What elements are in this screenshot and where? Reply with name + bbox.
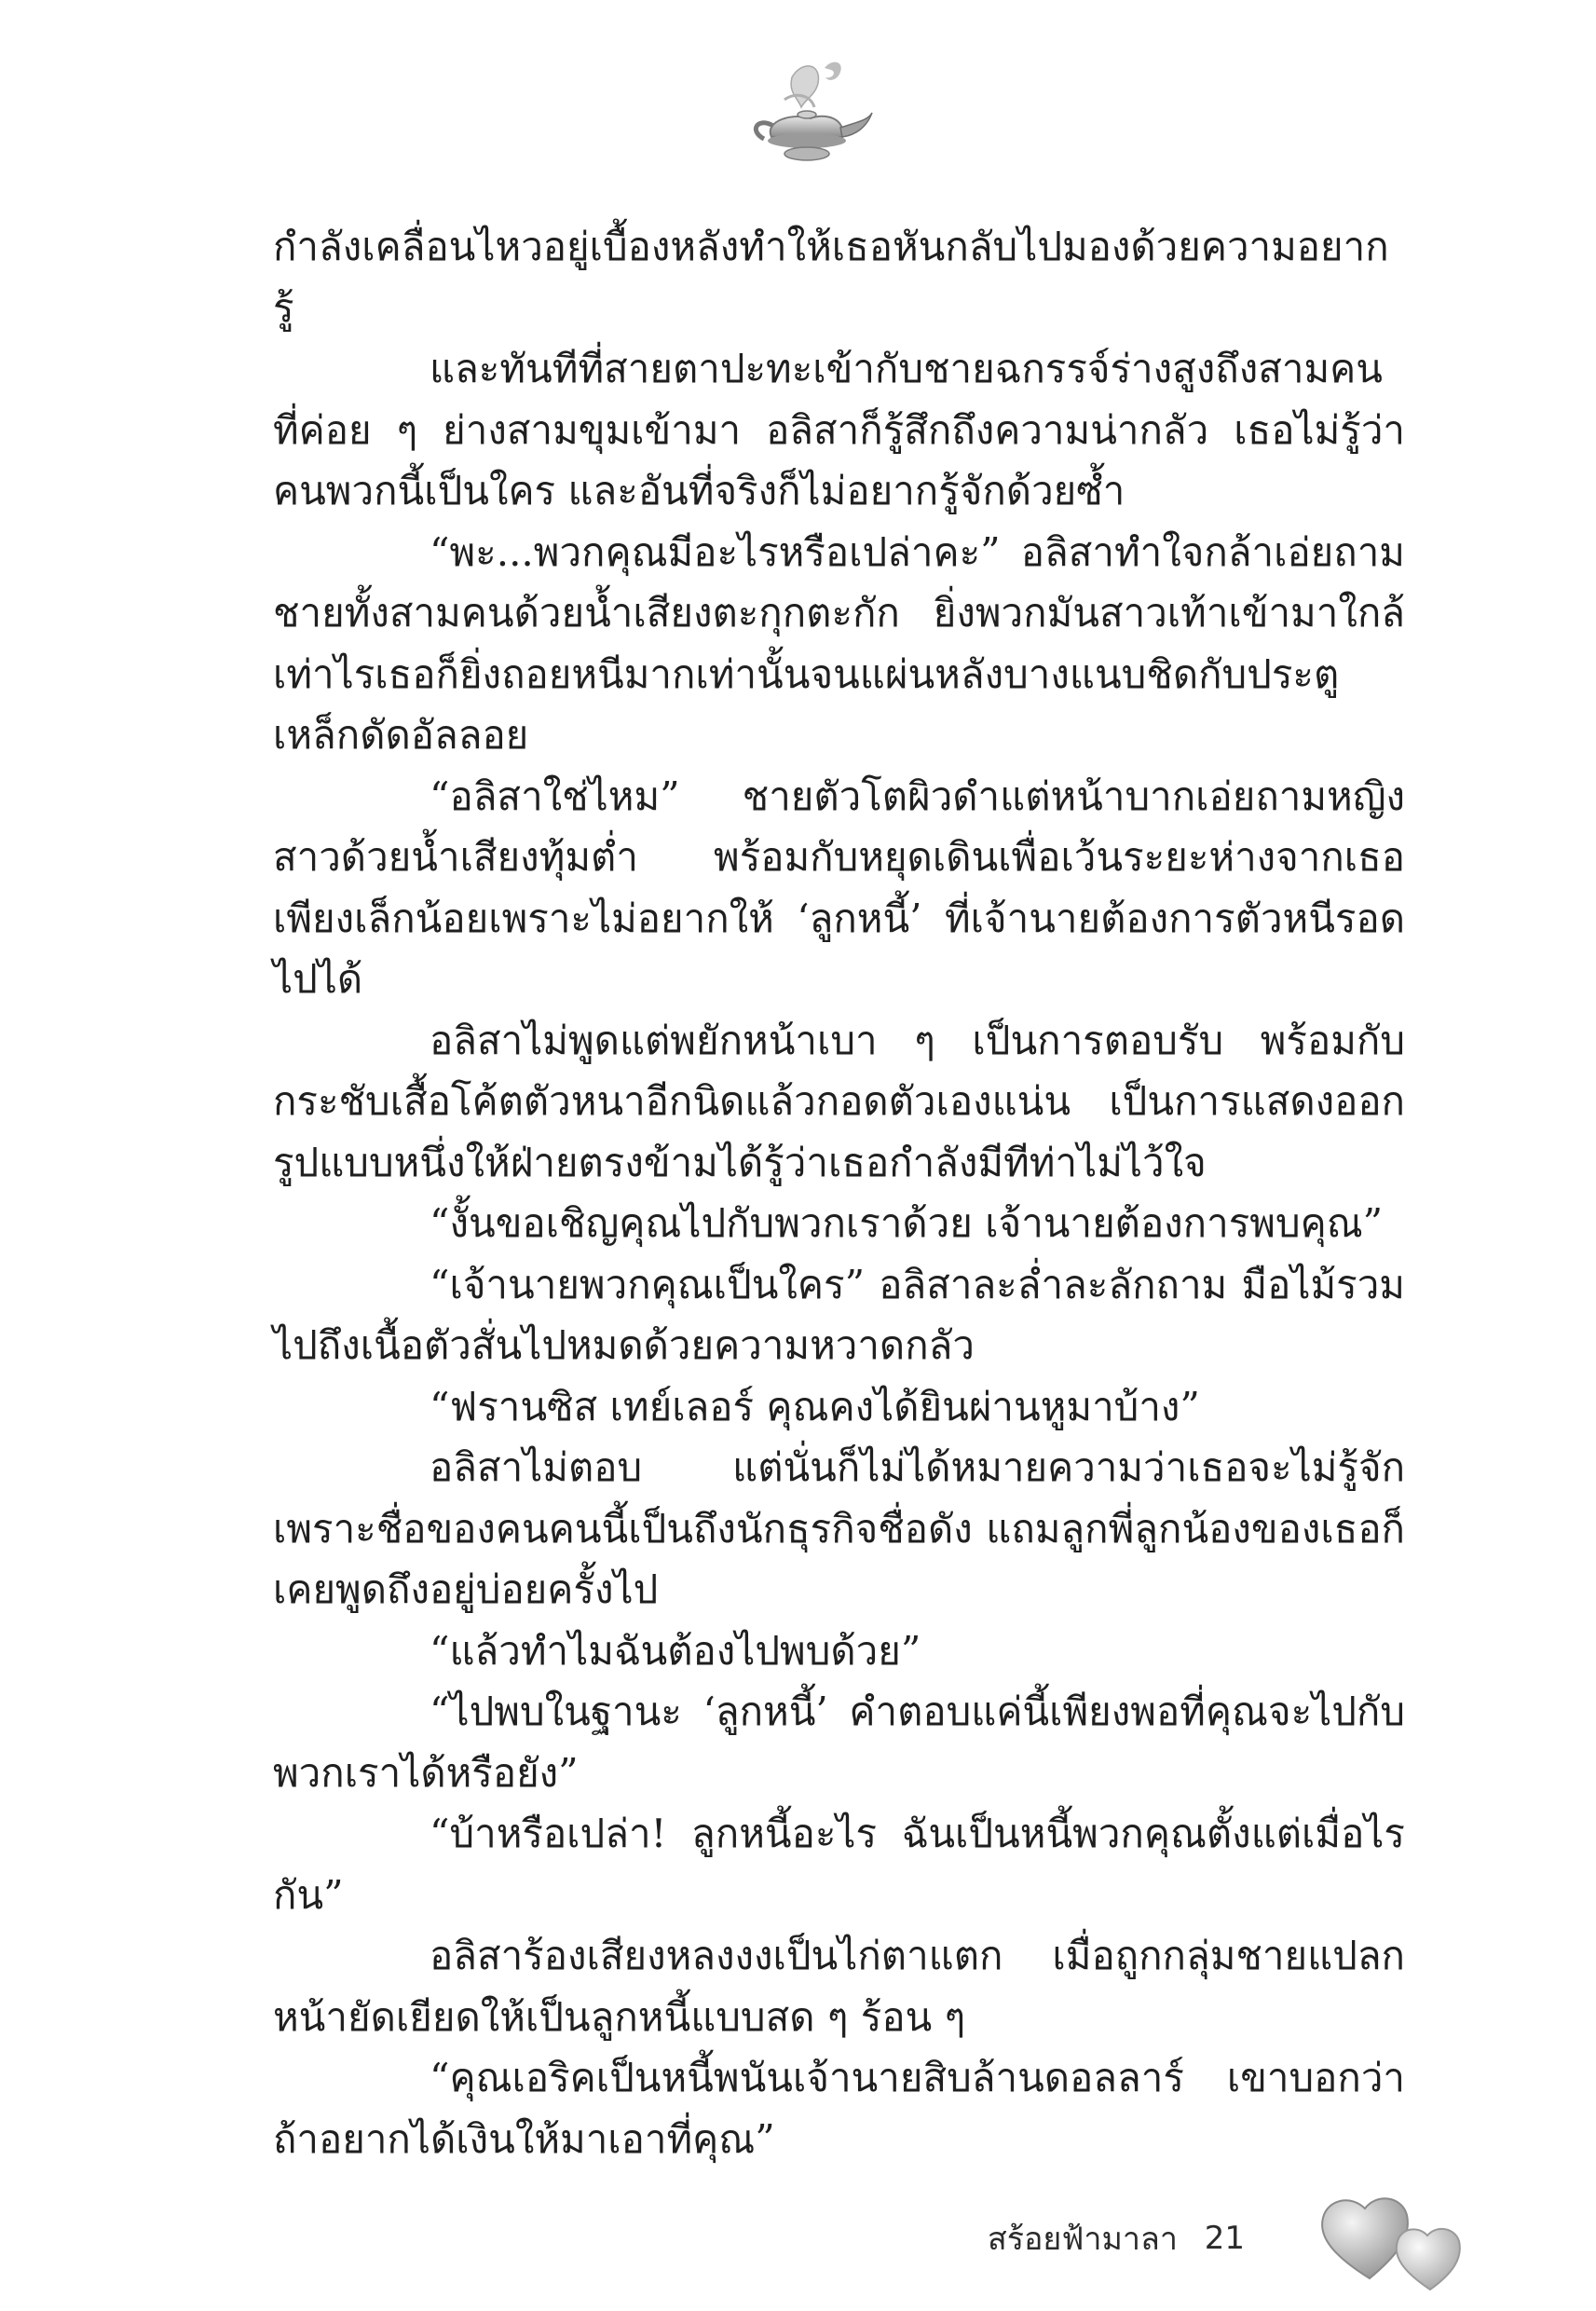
paragraph: อลิสาไม่พูดแต่พยักหน้าเบา ๆ เป็นการตอบรับ พร้อมกับกระชับเสื้อโค้ตตัวหนาอีกนิดแล้วกอดตัวเองแน่น เป็นการแสดงออกรูปแบบหนึ่งให้ฝ่ายตรงข้ามได้รู้ว่าเธอกำลังมีทีท่าไม่ไว้ใจ	[273, 1017, 1405, 1185]
paragraph: และทันทีที่สายตาปะทะเข้ากับชายฉกรรจ์ร่างสูงถึงสามคนที่ค่อย ๆ ย่างสามขุมเข้ามา อลิสาก็รู้สึกถึงความน่ากลัว เธอไม่รู้ว่าคนพวกนี้เป็นใคร และอันที่จริงก็ไม่อยากรู้จักด้วยซ้ำ	[273, 346, 1405, 513]
paragraph: “งั้นขอเชิญคุณไปกับพวกเราด้วย เจ้านายต้องการพบคุณ”	[430, 1200, 1384, 1246]
paragraph: อลิสาไม่ตอบ แต่นั่นก็ไม่ได้หมายความว่าเธอจะไม่รู้จัก เพราะชื่อของคนคนนี้เป็นถึงนักธุรกิจชื่อดัง แถมลูกพี่ลูกน้องของเธอก็เคยพูดถึงอยู่บ่อยครั้งไป	[273, 1444, 1405, 1612]
story-text	[273, 216, 1405, 2169]
paragraph: “เจ้านายพวกคุณเป็นใคร” อลิสาละล่ำละลักถาม มือไม้รวมไปถึงเนื้อตัวสั่นไปหมดด้วยความหวาดกลัว	[273, 1261, 1405, 1368]
page-footer	[988, 2213, 1245, 2273]
paragraph: “แล้วทำไมฉันต้องไปพบด้วย”	[430, 1627, 921, 1674]
paragraph: “อลิสาใช่ไหม” ชายตัวโตผิวดำแต่หน้าบากเอ่ยถามหญิงสาวด้วยน้ำเสียงทุ้มต่ำ พร้อมกับหยุดเดินเพื่อเว้นระยะห่างจากเธอเพียงเล็กน้อยเพราะไม่อยากให้ ‘ลูกหนี้’ ที่เจ้านายต้องการตัวหนีรอดไปได้	[273, 773, 1405, 1002]
page-number: 21	[1204, 2220, 1246, 2257]
paragraph: “ฟรานซิส เทย์เลอร์ คุณคงได้ยินผ่านหูมาบ้าง”	[430, 1383, 1200, 1429]
paragraph: “คุณเอริคเป็นหนี้พนันเจ้านายสิบล้านดอลลาร์ เขาบอกว่าถ้าอยากได้เงินให้มาเอาที่คุณ”	[273, 2055, 1405, 2162]
paragraph: กำลังเคลื่อนไหวอยู่เบื้องหลังทำให้เธอหันกลับไปมองด้วยความอยากรู้	[273, 224, 1389, 331]
book-title: สร้อยฟ้ามาลา	[988, 2221, 1178, 2258]
paragraph: “บ้าหรือเปล่า! ลูกหนี้อะไร ฉันเป็นหนี้พวกคุณตั้งแต่เมื่อไรกัน”	[273, 1811, 1405, 1918]
paragraph: “ไปพบในฐานะ ‘ลูกหนี้’ คำตอบแค่นี้เพียงพอที่คุณจะไปกับพวกเราได้หรือยัง”	[273, 1689, 1405, 1796]
paragraph: “พะ...พวกคุณมีอะไรหรือเปล่าคะ” อลิสาทำใจกล้าเอ่ยถามชายทั้งสามคนด้วยน้ำเสียงตะกุกตะกัก ยิ่งพวกมันสาวเท้าเข้ามาใกล้เท่าไรเธอก็ยิ่งถอยหนีมากเท่านั้นจนแผ่นหลังบางแนบชิดกับประตูเหล็กดัดอัลลอย	[273, 528, 1405, 758]
paragraph: อลิสาร้องเสียงหลงงงเป็นไก่ตาแตก เมื่อถูกกลุ่มชายแปลกหน้ายัดเยียดให้เป็นลูกหนี้แบบสด ๆ ร้อน ๆ	[273, 1933, 1405, 2040]
hearts-icon	[1314, 2185, 1481, 2297]
genie-lamp-icon	[736, 51, 876, 182]
